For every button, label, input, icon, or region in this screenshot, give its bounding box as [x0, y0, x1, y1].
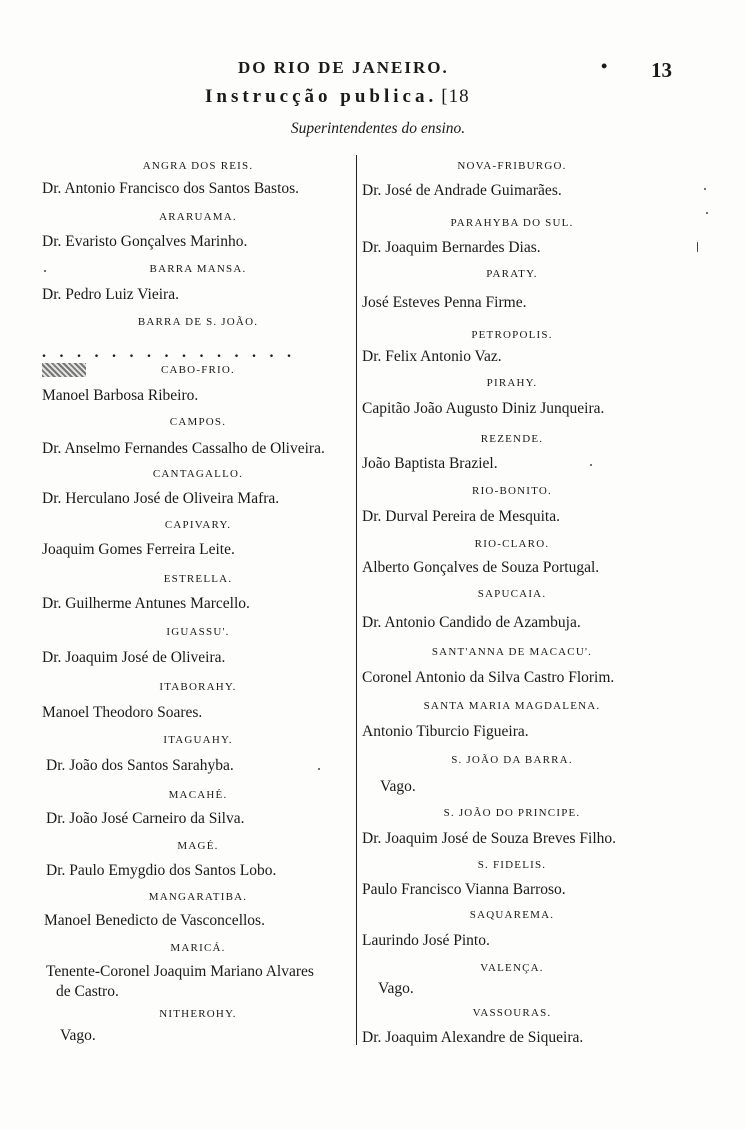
- superintendent-name: Dr. Joaquim José de Oliveira.: [42, 649, 226, 666]
- superintendent-name: Dr. Herculano José de Oliveira Mafra.: [42, 490, 280, 507]
- town-heading: NITHEROHY.: [159, 1008, 237, 1020]
- town-heading: CAPIVARY.: [164, 519, 232, 531]
- superintendent-name: Antonio Tiburcio Figueira.: [362, 723, 529, 740]
- town-heading: PETROPOLIS.: [471, 329, 553, 341]
- town-heading: PIRAHY.: [486, 377, 538, 389]
- town-heading: MANGARATIBA.: [148, 891, 248, 903]
- town-heading: SANTA MARIA MAGDALENA.: [423, 700, 601, 712]
- town-heading: MARICÁ.: [170, 942, 226, 954]
- header-dot: •: [601, 56, 608, 76]
- superintendent-name: Dr. Antonio Francisco dos Santos Bastos.: [42, 180, 300, 197]
- superintendent-name: Dr. Pedro Luiz Vieira.: [42, 286, 179, 303]
- town-heading: RIO-BONITO.: [472, 485, 552, 497]
- speck: [704, 188, 706, 190]
- superintendent-name: Dr. Durval Pereira de Mesquita.: [362, 508, 560, 525]
- town-heading: VASSOURAS.: [472, 1007, 552, 1019]
- speck: [697, 242, 698, 252]
- superintendent-name: Dr. João dos Santos Sarahyba.: [46, 757, 234, 774]
- section-number: [18: [441, 86, 470, 107]
- superintendent-name: Laurindo José Pinto.: [362, 932, 490, 949]
- superintendent-name: Dr. Joaquim Alexandre de Siqueira.: [362, 1029, 584, 1046]
- town-heading: NOVA-FRIBURGO.: [457, 160, 567, 172]
- town-heading: PARAHYBA DO SUL.: [450, 217, 574, 229]
- leader-dots: ...............: [42, 344, 305, 361]
- superintendent-name: Dr. Antonio Candido de Azambuja.: [362, 614, 581, 631]
- running-title: DO RIO DE JANEIRO.: [238, 58, 449, 77]
- superintendent-name: Manoel Barbosa Ribeiro.: [42, 387, 199, 404]
- town-heading: ARARUAMA.: [159, 211, 237, 223]
- town-heading: REZENDE.: [480, 433, 544, 445]
- superintendent-name: Alberto Gonçalves de Souza Portugal.: [362, 559, 600, 576]
- town-heading: BARRA MANSA.: [149, 263, 247, 275]
- superintendent-name: de Castro.: [56, 983, 119, 1000]
- town-heading: ITAGUAHY.: [163, 734, 233, 746]
- superintendent-name: Vago.: [60, 1027, 96, 1044]
- town-heading: S. FIDELIS.: [477, 859, 547, 871]
- superintendent-name: Manoel Benedicto de Vasconcellos.: [44, 912, 265, 929]
- superintendent-name: Paulo Francisco Vianna Barroso.: [362, 881, 566, 898]
- superintendent-name: Tenente-Coronel Joaquim Mariano Alvares: [46, 963, 314, 980]
- speck: [44, 270, 46, 272]
- town-heading: CAMPOS.: [169, 416, 227, 428]
- town-heading: IGUASSU'.: [166, 626, 230, 638]
- superintendent-name: José Esteves Penna Firme.: [362, 294, 527, 311]
- town-heading: CANTAGALLO.: [152, 468, 244, 480]
- town-heading: VALENÇA.: [480, 962, 544, 974]
- superintendent-name: Dr. Evaristo Gonçalves Marinho.: [42, 233, 248, 250]
- superintendent-name: Capitão João Augusto Diniz Junqueira.: [362, 400, 605, 417]
- superintendent-name: Vago.: [380, 778, 416, 795]
- superintendent-name: Dr. Felix Antonio Vaz.: [362, 348, 502, 365]
- town-heading: SAPUCAIA.: [477, 588, 547, 600]
- superintendent-name: Vago.: [378, 980, 414, 997]
- town-heading: S. JOÃO DO PRINCIPE.: [443, 807, 581, 819]
- superintendent-name: Coronel Antonio da Silva Castro Florim.: [362, 669, 615, 686]
- town-heading: ANGRA DOS REIS.: [142, 160, 254, 172]
- superintendent-name: João Baptista Braziel.: [362, 455, 498, 472]
- superintendent-name: Manoel Theodoro Soares.: [42, 704, 203, 721]
- section-title-text: Instrucção publica.: [205, 86, 438, 107]
- town-heading: PARATY.: [486, 268, 538, 280]
- town-heading: SAQUAREMA.: [469, 909, 555, 921]
- town-heading: ITABORAHY.: [159, 681, 237, 693]
- town-heading: RIO-CLARO.: [474, 538, 550, 550]
- town-heading: S. JOÃO DA BARRA.: [451, 754, 573, 766]
- superintendent-name: Dr. Paulo Emygdio dos Santos Lobo.: [46, 862, 277, 879]
- town-heading: ESTRELLA.: [163, 573, 233, 585]
- superintendent-name: Dr. João José Carneiro da Silva.: [46, 810, 245, 827]
- town-heading: CABO-FRIO.: [160, 364, 236, 376]
- town-heading: MACAHÉ.: [168, 789, 228, 801]
- speck: [706, 212, 708, 214]
- town-heading: MAGÉ.: [177, 840, 219, 852]
- superintendent-name: Dr. Anselmo Fernandes Cassalho de Oliveira.: [42, 440, 325, 457]
- town-heading: SANT'ANNA DE MACACU'.: [431, 646, 593, 658]
- column-divider: [356, 155, 357, 1045]
- page-number: 13: [651, 58, 672, 82]
- superintendent-name: Dr. José de Andrade Guimarães.: [362, 182, 562, 199]
- superintendent-name: Joaquim Gomes Ferreira Leite.: [42, 541, 235, 558]
- section-title: [205, 86, 470, 108]
- superintendent-name: Dr. Joaquim José de Souza Breves Filho.: [362, 830, 617, 847]
- section-subtitle: Superintendentes do ensino.: [290, 120, 466, 137]
- speck: [318, 768, 320, 770]
- superintendent-name: Dr. Guilherme Antunes Marcello.: [42, 595, 250, 612]
- speck: [590, 464, 592, 466]
- superintendent-name: Dr. Joaquim Bernardes Dias.: [362, 239, 541, 256]
- town-heading: BARRA DE S. JOÃO.: [137, 316, 259, 328]
